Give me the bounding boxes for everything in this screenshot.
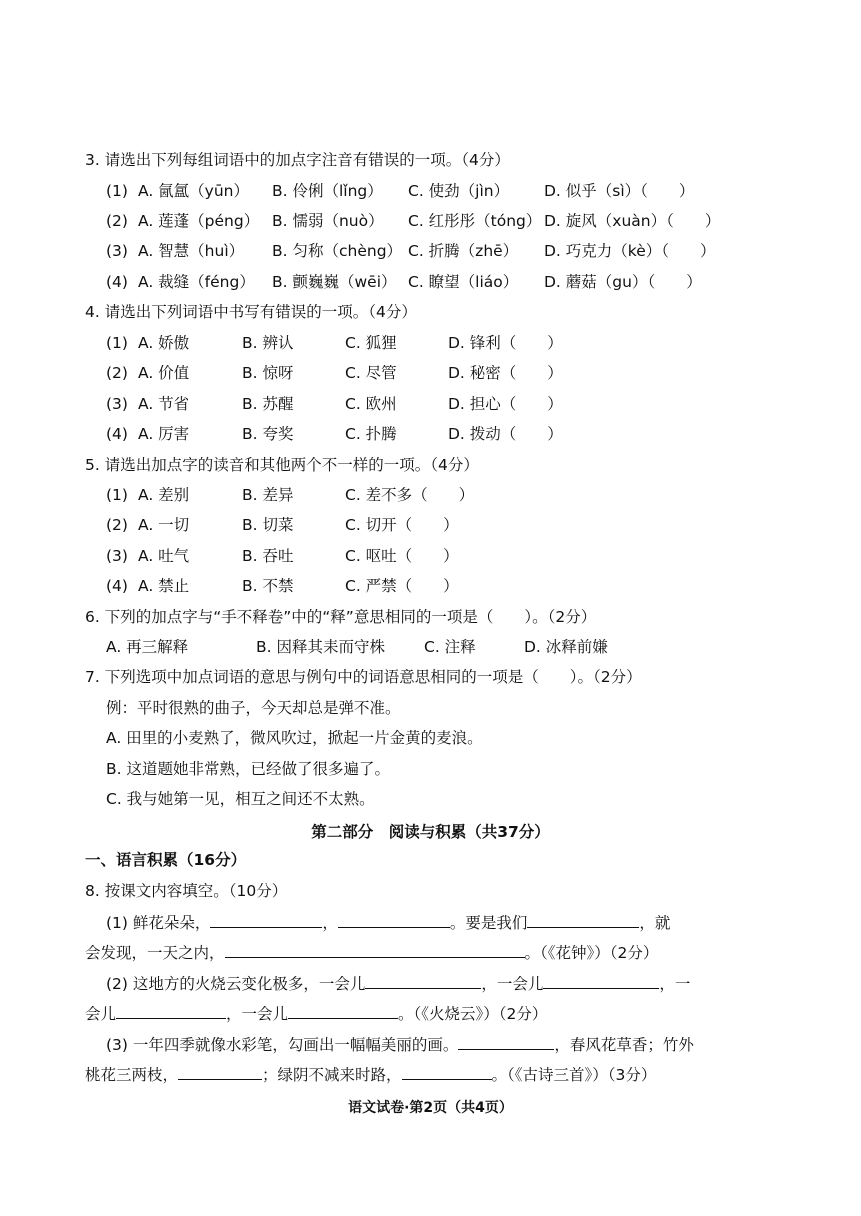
text: 。（《花钟》）（2分） bbox=[524, 944, 659, 962]
option-a: A. 吐气 bbox=[138, 547, 190, 565]
option-b: B. 差异 bbox=[242, 486, 294, 504]
option-c: C. 注释 bbox=[424, 638, 476, 656]
section-1-heading: 一、语言积累（16分） bbox=[85, 851, 247, 869]
question-8-part-3-line-1 bbox=[106, 1033, 694, 1055]
option-a: A. 节省 bbox=[138, 395, 190, 413]
answer-blank[interactable] bbox=[365, 972, 481, 989]
text: ，一会儿 bbox=[481, 975, 544, 993]
row-label: (2) bbox=[106, 516, 128, 534]
text: ；绿阴不减来时路， bbox=[262, 1066, 402, 1084]
text: ，春风花草香；竹外 bbox=[554, 1036, 694, 1054]
text: ， bbox=[322, 914, 338, 932]
option-b: B. 惊呀 bbox=[242, 364, 294, 382]
option-d: D. 冰释前嫌 bbox=[524, 638, 608, 656]
row-label: (4) bbox=[106, 273, 128, 291]
option-c: C. 折腾（zhē） bbox=[408, 242, 519, 260]
part-2-heading: 第二部分 阅读与积累（共37分） bbox=[311, 823, 550, 841]
question-8-part-3-line-2 bbox=[85, 1063, 656, 1085]
option-a: A. 一切 bbox=[138, 516, 190, 534]
question-3-stem: 3. 请选出下列每组词语中的加点字注音有错误的一项。（4分） bbox=[85, 151, 510, 169]
question-7-example: 例：平时很熟的曲子，今天却总是弹不准。 bbox=[106, 699, 401, 717]
text: ，就 bbox=[639, 914, 671, 932]
text: ，一 bbox=[659, 975, 691, 993]
option-b: B. 匀称（chèng） bbox=[272, 242, 403, 260]
option-a: A. 厉害 bbox=[138, 425, 190, 443]
question-8-part-2-line-2 bbox=[85, 1002, 547, 1024]
row-label: (1) bbox=[106, 334, 128, 352]
option-c: C. 欧州 bbox=[345, 395, 397, 413]
option-c: C. 红彤彤（tóng） bbox=[408, 212, 542, 230]
option-c: C. 瞭望（liáo） bbox=[408, 273, 519, 291]
answer-blank[interactable] bbox=[338, 911, 450, 928]
answer-blank[interactable] bbox=[288, 1002, 398, 1019]
option-b: B. 不禁 bbox=[242, 577, 294, 595]
text: (1) 鲜花朵朵， bbox=[106, 914, 211, 932]
option-d: D. 拨动（ ） bbox=[448, 425, 563, 443]
text: (3) 一年四季就像水彩笔，勾画出一幅幅美丽的画。 bbox=[106, 1036, 459, 1054]
row-label: (3) bbox=[106, 395, 128, 413]
option-c: C. 尽管 bbox=[345, 364, 397, 382]
row-label: (1) bbox=[106, 182, 128, 200]
text: (2) 这地方的火烧云变化极多，一会儿 bbox=[106, 975, 366, 993]
option-a: A. 莲蓬（péng） bbox=[138, 212, 260, 230]
option-c: C. 切开（ ） bbox=[345, 516, 459, 534]
row-label: (3) bbox=[106, 242, 128, 260]
option-c: C. 扑腾 bbox=[345, 425, 397, 443]
option-a: A. 氤氲（yūn） bbox=[138, 182, 250, 200]
option-d: D. 锋利（ ） bbox=[448, 334, 563, 352]
option-c: C. 差不多（ ） bbox=[345, 486, 475, 504]
question-7-option-a: A. 田里的小麦熟了，微风吹过，掀起一片金黄的麦浪。 bbox=[106, 729, 483, 747]
option-a: A. 智慧（huì） bbox=[138, 242, 245, 260]
question-7-stem: 7. 下列选项中加点词语的意思与例句中的词语意思相同的一项是（ ）。（2分） bbox=[85, 668, 642, 686]
question-4-stem: 4. 请选出下列词语中书写有错误的一项。（4分） bbox=[85, 303, 417, 321]
row-label: (2) bbox=[106, 364, 128, 382]
question-8-part-1-line-1 bbox=[106, 911, 670, 933]
option-b: B. 因释其耒而守株 bbox=[256, 638, 385, 656]
option-b: B. 颤巍巍（wēi） bbox=[272, 273, 397, 291]
option-b: B. 苏醒 bbox=[242, 395, 294, 413]
question-5-stem: 5. 请选出加点字的读音和其他两个不一样的一项。（4分） bbox=[85, 456, 479, 474]
option-d: D. 似乎（sì）（ ） bbox=[544, 182, 695, 200]
option-b: B. 辨认 bbox=[242, 334, 294, 352]
option-b: B. 懦弱（nuò） bbox=[272, 212, 384, 230]
answer-blank[interactable] bbox=[402, 1063, 492, 1080]
row-label: (4) bbox=[106, 577, 128, 595]
option-d: D. 秘密（ ） bbox=[448, 364, 563, 382]
option-a: A. 再三解释 bbox=[106, 638, 189, 656]
option-d: D. 旋风（xuàn）（ ） bbox=[544, 212, 721, 230]
text: 。（《古诗三首》）（3分） bbox=[491, 1066, 657, 1084]
question-6-stem: 6. 下列的加点字与“手不释卷”中的“释”意思相同的一项是（ ）。（2分） bbox=[85, 608, 597, 626]
answer-blank[interactable] bbox=[458, 1033, 554, 1050]
row-label: (2) bbox=[106, 212, 128, 230]
row-label: (1) bbox=[106, 486, 128, 504]
answer-blank[interactable] bbox=[543, 972, 659, 989]
text: 。（《火烧云》）（2分） bbox=[398, 1005, 548, 1023]
answer-blank[interactable] bbox=[116, 1002, 226, 1019]
option-a: A. 差别 bbox=[138, 486, 190, 504]
text: 。要是我们 bbox=[449, 914, 528, 932]
text: ，一会儿 bbox=[226, 1005, 289, 1023]
option-c: C. 呕吐（ ） bbox=[345, 547, 459, 565]
row-label: (4) bbox=[106, 425, 128, 443]
question-7-option-c: C. 我与她第一见，相互之间还不太熟。 bbox=[106, 790, 375, 808]
answer-blank[interactable] bbox=[210, 911, 322, 928]
option-a: A. 禁止 bbox=[138, 577, 190, 595]
option-a: A. 娇傲 bbox=[138, 334, 190, 352]
option-a: A. 裁缝（féng） bbox=[138, 273, 255, 291]
answer-blank[interactable] bbox=[225, 941, 525, 958]
text: 桃花三两枝， bbox=[85, 1066, 179, 1084]
page-footer: 语文试卷·第2页（共4页） bbox=[348, 1100, 513, 1116]
option-d: D. 巧克力（kè）（ ） bbox=[544, 242, 716, 260]
text: 会发现，一天之内， bbox=[85, 944, 225, 962]
question-8-part-2-line-1 bbox=[106, 972, 690, 994]
row-label: (3) bbox=[106, 547, 128, 565]
option-d: D. 蘑菇（gu）（ ） bbox=[544, 273, 702, 291]
question-8-part-1-line-2 bbox=[85, 941, 658, 963]
option-b: B. 吞吐 bbox=[242, 547, 294, 565]
option-b: B. 伶俐（lǐng） bbox=[272, 182, 383, 200]
text: 会儿 bbox=[85, 1005, 117, 1023]
option-c: C. 使劲（jìn） bbox=[408, 182, 510, 200]
option-d: D. 担心（ ） bbox=[448, 395, 563, 413]
answer-blank[interactable] bbox=[527, 911, 639, 928]
option-b: B. 切菜 bbox=[242, 516, 294, 534]
option-b: B. 夸奖 bbox=[242, 425, 294, 443]
option-a: A. 价值 bbox=[138, 364, 190, 382]
option-c: C. 严禁（ ） bbox=[345, 577, 459, 595]
question-7-option-b: B. 这道题她非常熟，已经做了很多遍了。 bbox=[106, 760, 390, 778]
option-c: C. 狐狸 bbox=[345, 334, 397, 352]
question-8-stem: 8. 按课文内容填空。（10分） bbox=[85, 882, 288, 900]
answer-blank[interactable] bbox=[178, 1063, 262, 1080]
